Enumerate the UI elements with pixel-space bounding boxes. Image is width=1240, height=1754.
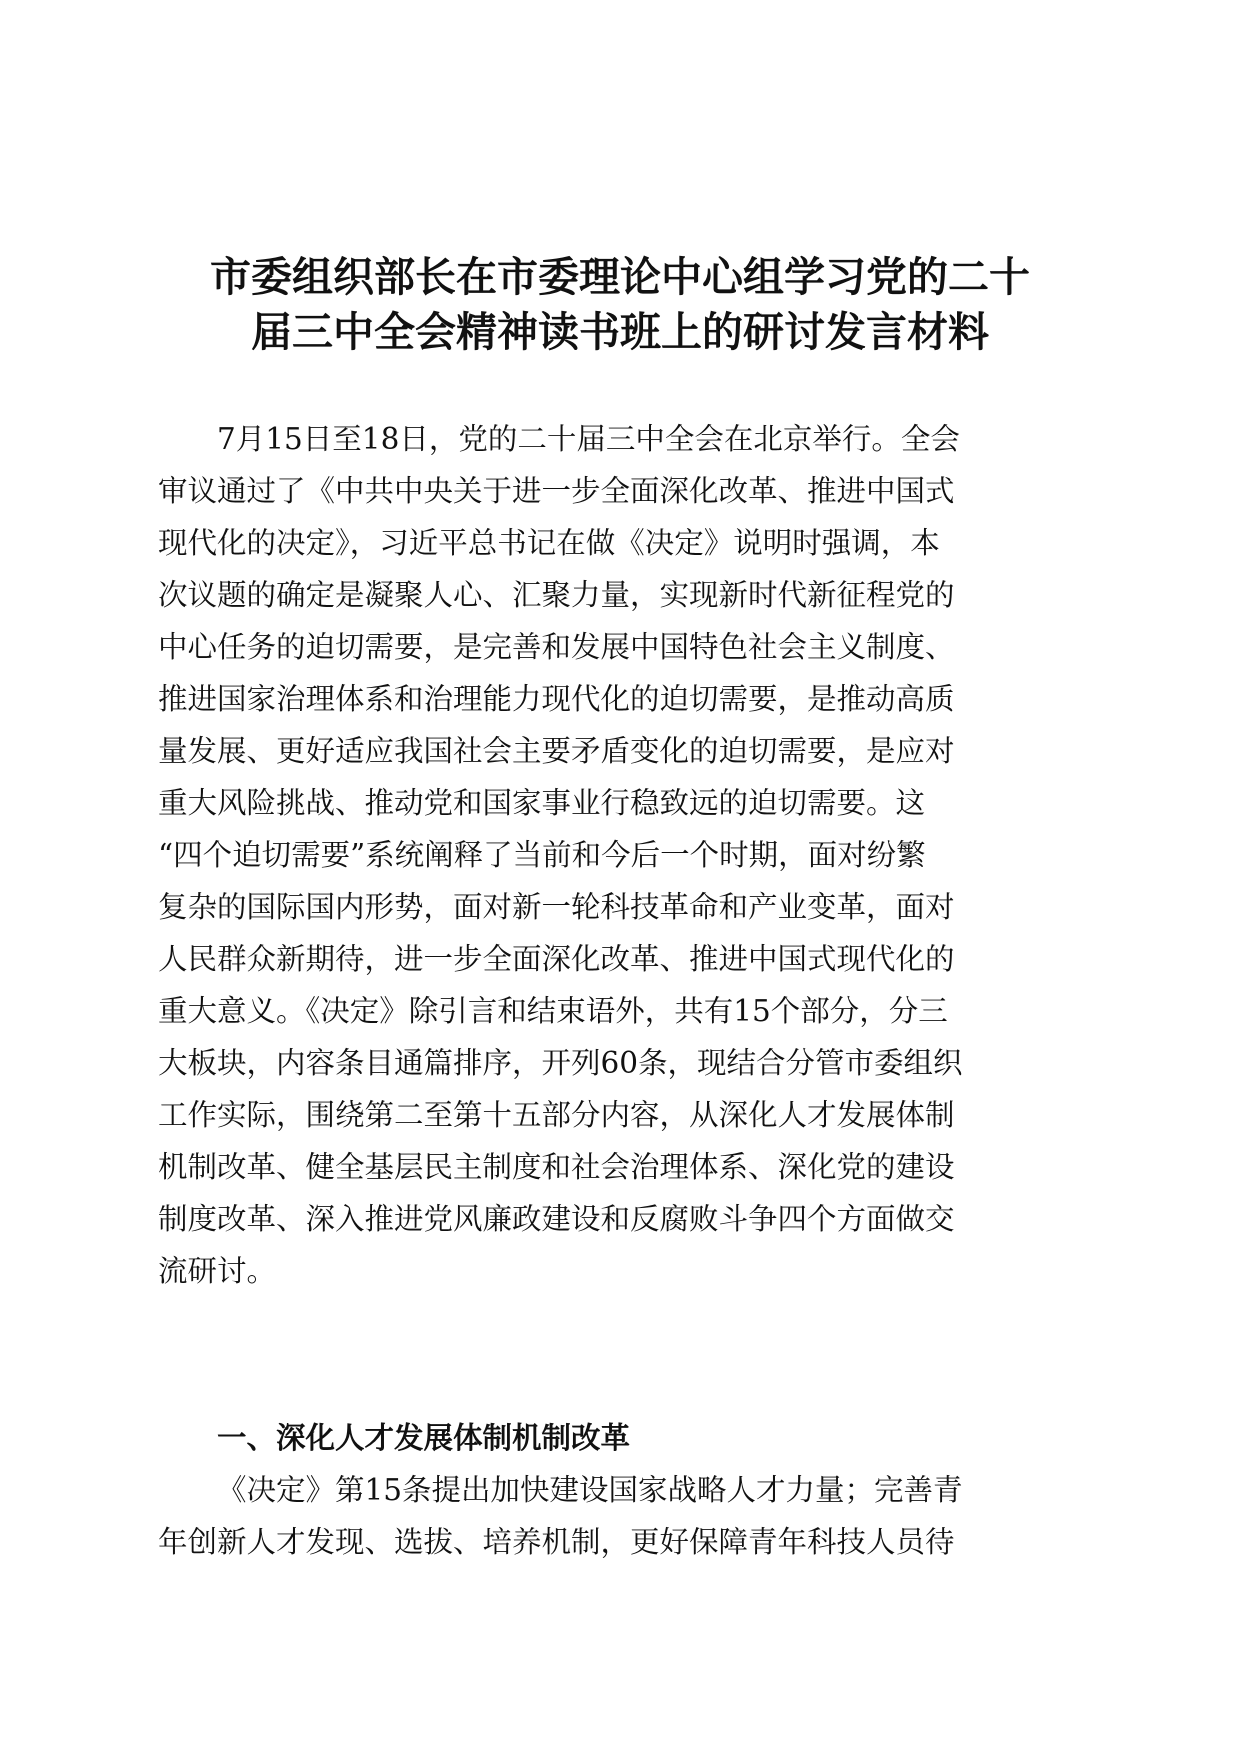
paragraph-line: 现代化的决定》，习近平总书记在做《决定》说明时强调，本 xyxy=(158,526,940,560)
section-heading-text: 一、深化人才发展体制机制改革 xyxy=(217,1421,631,1455)
paragraph-line: 推进国家治理体系和治理能力现代化的迫切需要，是推动高质 xyxy=(158,682,955,716)
paragraph-line: 审议通过了《中共中央关于进一步全面深化改革、推进中国式 xyxy=(158,474,955,508)
paragraph-line: 年创新人才发现、选拔、培养机制，更好保障青年科技人员待 xyxy=(158,1525,955,1559)
document-title xyxy=(150,250,1090,360)
paragraph-line: 次议题的确定是凝聚人心、汇聚力量，实现新时代新征程党的 xyxy=(158,578,955,612)
paragraph-line: 量发展、更好适应我国社会主要矛盾变化的迫切需要，是应对 xyxy=(158,734,955,768)
paragraph-line: 工作实际，围绕第二至第十五部分内容，从深化人才发展体制 xyxy=(158,1098,955,1132)
paragraph-line: “四个迫切需要”系统阐释了当前和今后一个时期，面对纷繁 xyxy=(158,838,926,872)
paragraph-line: 复杂的国际国内形势，面对新一轮科技革命和产业变革，面对 xyxy=(158,890,955,924)
title-line: 市委组织部长在市委理论中心组学习党的二十 xyxy=(210,253,1030,301)
paragraph-line: 人民群众新期待，进一步全面深化改革、推进中国式现代化的 xyxy=(158,942,955,976)
paragraph-line: 制度改革、深入推进党风廉政建设和反腐败斗争四个方面做交 xyxy=(158,1202,955,1236)
paragraph-line: 重大意义。《决定》除引言和结束语外，共有15个部分，分三 xyxy=(158,994,948,1028)
paragraph-line: 7月15日至18日，党的二十届三中全会在北京举行。全会 xyxy=(217,422,960,456)
section-heading xyxy=(158,1412,1082,1464)
paragraph-line: 流研讨。 xyxy=(158,1254,277,1288)
section-paragraph xyxy=(158,1464,1082,1568)
intro-paragraph xyxy=(158,413,1082,1297)
paragraph-line: 机制改革、健全基层民主制度和社会治理体系、深化党的建设 xyxy=(158,1150,955,1184)
title-line: 届三中全会精神读书班上的研讨发言材料 xyxy=(251,308,989,356)
paragraph-line: 《决定》第15条提出加快建设国家战略人才力量；完善青 xyxy=(217,1473,963,1507)
paragraph-line: 中心任务的迫切需要，是完善和发展中国特色社会主义制度、 xyxy=(158,630,955,664)
paragraph-line: 重大风险挑战、推动党和国家事业行稳致远的迫切需要。这 xyxy=(158,786,926,820)
paragraph-line: 大板块，内容条目通篇排序，开列60条，现结合分管市委组织 xyxy=(158,1046,963,1080)
